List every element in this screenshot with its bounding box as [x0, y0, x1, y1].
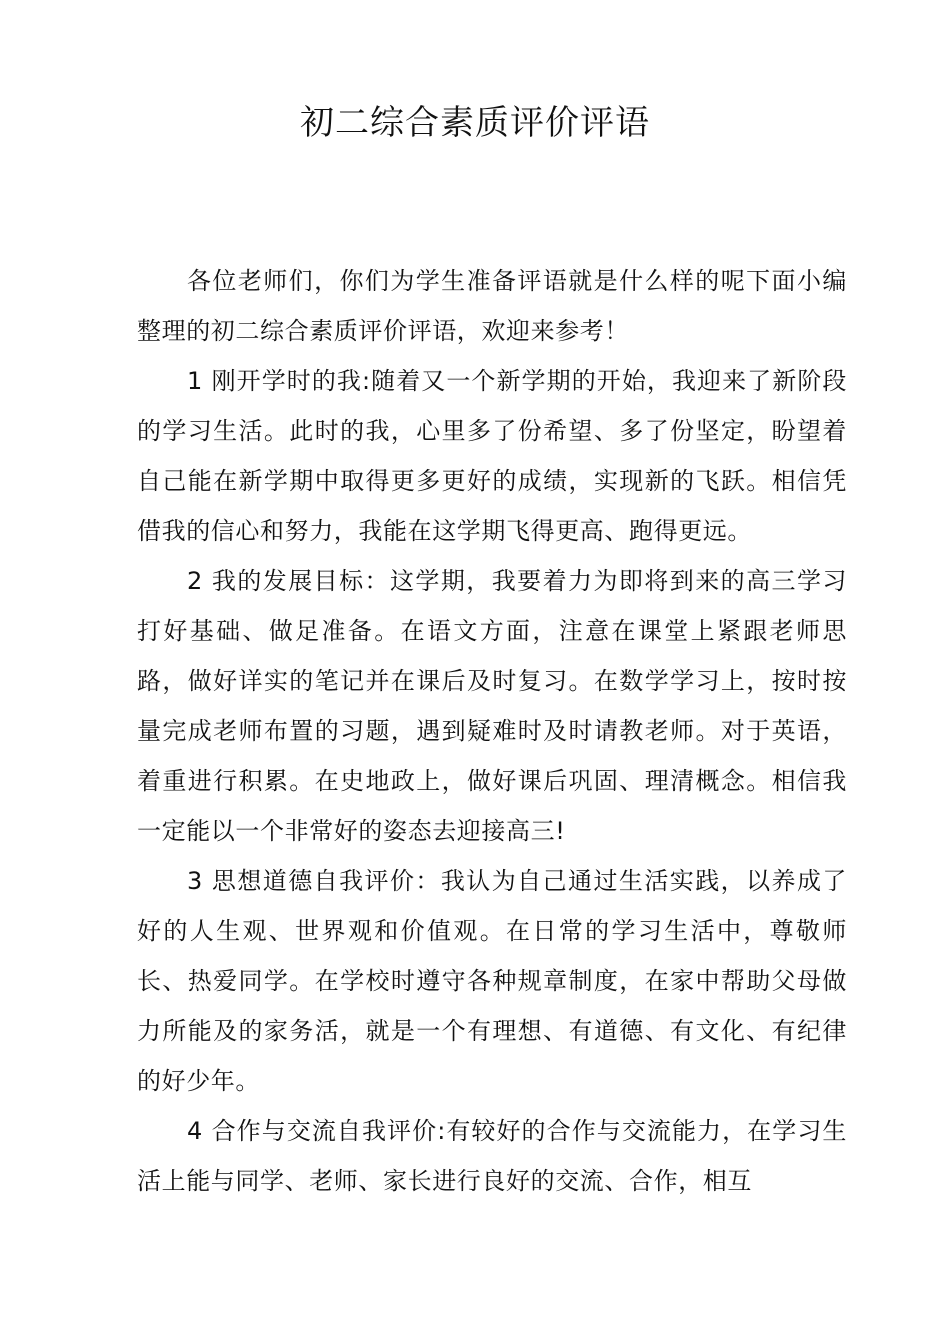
paragraph-intro: 各位老师们，你们为学生准备评语就是什么样的呢下面小编整理的初二综合素质评价评语，欢迎来参考！ [137, 267, 847, 345]
paragraph-item-4: 4 合作与交流自我评价:有较好的合作与交流能力，在学习生活上能与同学、老师、家长进行良好的交流、合作，相互 [137, 1117, 847, 1195]
document-title: 初二综合素质评价评语 [300, 103, 650, 143]
document-body [137, 256, 847, 1206]
paragraph-item-3: 3 思想道德自我评价：我认为自己通过生活实践，以养成了好的人生观、世界观和价值观。在日常的学习生活中，尊敬师长、热爱同学。在学校时遵守各种规章制度，在家中帮助父母做力所能及的家务活，就是一个有理想、有道德、有文化、有纪律的好少年。 [137, 867, 847, 1095]
paragraph-item-1: 1 刚开学时的我:随着又一个新学期的开始，我迎来了新阶段的学习生活。此时的我，心里多了份希望、多了份坚定，盼望着自己能在新学期中取得更多更好的成绩，实现新的飞跃。相信凭借我的信心和努力，我能在这学期飞得更高、跑得更远。 [137, 367, 847, 545]
paragraph-item-2: 2 我的发展目标：这学期，我要着力为即将到来的高三学习打好基础、做足准备。在语文方面，注意在课堂上紧跟老师思路，做好详实的笔记并在课后及时复习。在数学学习上，按时按量完成老师布置的习题，遇到疑难时及时请教老师。对于英语，着重进行积累。在史地政上，做好课后巩固、理清概念。相信我一定能以一个非常好的姿态去迎接高三! [137, 567, 847, 845]
